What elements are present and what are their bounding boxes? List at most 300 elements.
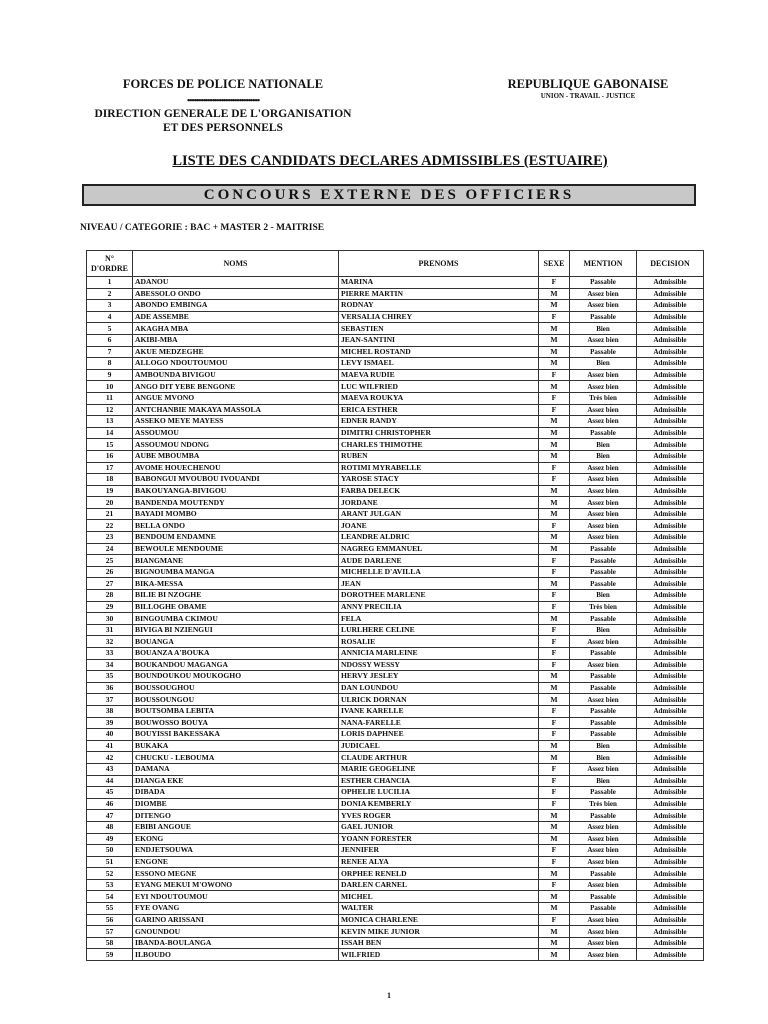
table-row <box>87 694 704 706</box>
decision-cell: Admissible <box>637 416 704 428</box>
mention-cell: Très bien <box>570 601 637 613</box>
table-row <box>87 705 704 717</box>
table-row <box>87 914 704 926</box>
first-names-cell: MICHEL ROSTAND <box>339 346 539 358</box>
mention-cell: Assez bien <box>570 532 637 544</box>
sex-cell: M <box>539 671 570 683</box>
decision-cell: Admissible <box>637 277 704 289</box>
first-names-cell: ROSALIE <box>339 636 539 648</box>
mention-cell: Assez bien <box>570 300 637 312</box>
last-name-cell: FYE OVANG <box>133 903 339 915</box>
table-row <box>87 682 704 694</box>
last-name-cell: BOUKANDOU MAGANGA <box>133 659 339 671</box>
last-name-cell: ILBOUDO <box>133 949 339 961</box>
table-row <box>87 323 704 335</box>
sex-cell: F <box>539 566 570 578</box>
decision-cell: Admissible <box>637 717 704 729</box>
decision-cell: Admissible <box>637 578 704 590</box>
table-row <box>87 856 704 868</box>
decision-cell: Admissible <box>637 740 704 752</box>
row-number-cell: 6 <box>87 334 133 346</box>
decision-cell: Admissible <box>637 543 704 555</box>
sex-cell: F <box>539 311 570 323</box>
table-row <box>87 845 704 857</box>
table-header-row <box>87 251 704 277</box>
document-title: LISTE DES CANDIDATS DECLARES ADMISSIBLES (ESTUAIRE) <box>172 153 608 169</box>
mention-cell: Bien <box>570 740 637 752</box>
mention-cell: Passable <box>570 346 637 358</box>
table-row <box>87 624 704 636</box>
sex-cell: F <box>539 729 570 741</box>
table-row <box>87 937 704 949</box>
decision-cell: Admissible <box>637 879 704 891</box>
sex-cell: F <box>539 555 570 567</box>
table-row <box>87 879 704 891</box>
last-name-cell: AVOME HOUECHENOU <box>133 462 339 474</box>
decision-cell: Admissible <box>637 775 704 787</box>
mention-cell: Assez bien <box>570 949 637 961</box>
decision-cell: Admissible <box>637 532 704 544</box>
last-name-cell: EKONG <box>133 833 339 845</box>
row-number-cell: 44 <box>87 775 133 787</box>
first-names-cell: VERSALIA CHIREY <box>339 311 539 323</box>
row-number-cell: 15 <box>87 439 133 451</box>
decision-cell: Admissible <box>637 590 704 602</box>
decision-cell: Admissible <box>637 810 704 822</box>
row-number-cell: 42 <box>87 752 133 764</box>
row-number-cell: 4 <box>87 311 133 323</box>
row-number-cell: 56 <box>87 914 133 926</box>
row-number-cell: 54 <box>87 891 133 903</box>
mention-cell: Passable <box>570 787 637 799</box>
row-number-cell: 24 <box>87 543 133 555</box>
table-row <box>87 439 704 451</box>
mention-cell: Très bien <box>570 798 637 810</box>
table-row <box>87 416 704 428</box>
table-row <box>87 450 704 462</box>
mention-cell: Assez bien <box>570 937 637 949</box>
table-row <box>87 462 704 474</box>
decision-cell: Admissible <box>637 474 704 486</box>
table-row <box>87 392 704 404</box>
mention-cell: Assez bien <box>570 416 637 428</box>
first-names-cell: GAEL JUNIOR <box>339 821 539 833</box>
contest-banner: CONCOURS EXTERNE DES OFFICIERS <box>82 184 696 206</box>
sex-cell: F <box>539 775 570 787</box>
first-names-cell: WALTER <box>339 903 539 915</box>
sex-cell: M <box>539 439 570 451</box>
table-row <box>87 590 704 602</box>
table-body <box>87 277 704 961</box>
table-row <box>87 671 704 683</box>
decision-cell: Admissible <box>637 555 704 567</box>
table-row <box>87 520 704 532</box>
sex-cell: M <box>539 323 570 335</box>
first-names-cell: JUDICAEL <box>339 740 539 752</box>
sex-cell: F <box>539 763 570 775</box>
mention-cell: Assez bien <box>570 485 637 497</box>
first-names-cell: ORPHEE RENELD <box>339 868 539 880</box>
decision-cell: Admissible <box>637 891 704 903</box>
first-names-cell: MICHELLE D'AVILLA <box>339 566 539 578</box>
first-names-cell: MAEVA RUDIE <box>339 369 539 381</box>
table-row <box>87 427 704 439</box>
mention-cell: Passable <box>570 682 637 694</box>
last-name-cell: AKIBI-MBA <box>133 334 339 346</box>
row-number-cell: 51 <box>87 856 133 868</box>
last-name-cell: ADE ASSEMBE <box>133 311 339 323</box>
decision-cell: Admissible <box>637 787 704 799</box>
last-name-cell: ENDJETSOUWA <box>133 845 339 857</box>
mention-cell: Passable <box>570 868 637 880</box>
last-name-cell: BILLOGHE OBAME <box>133 601 339 613</box>
last-name-cell: BABONGUI MVOUBOU IVOUANDI <box>133 474 339 486</box>
issuer-direction-cont: ET DES PERSONNELS <box>163 122 283 134</box>
issuer-direction: DIRECTION GENERALE DE L'ORGANISATION <box>94 108 352 120</box>
decision-cell: Admissible <box>637 369 704 381</box>
sex-cell: F <box>539 879 570 891</box>
first-names-cell: RENEE ALYA <box>339 856 539 868</box>
last-name-cell: BOUSSOUNGOU <box>133 694 339 706</box>
last-name-cell: ABESSOLO ONDO <box>133 288 339 300</box>
row-number-cell: 26 <box>87 566 133 578</box>
decision-cell: Admissible <box>637 485 704 497</box>
mention-cell: Assez bien <box>570 694 637 706</box>
first-names-cell: JEAN <box>339 578 539 590</box>
sex-cell: M <box>539 937 570 949</box>
sex-cell: M <box>539 543 570 555</box>
mention-cell: Passable <box>570 891 637 903</box>
sex-cell: M <box>539 532 570 544</box>
mention-cell: Assez bien <box>570 369 637 381</box>
row-number-cell: 46 <box>87 798 133 810</box>
table-row <box>87 358 704 370</box>
sex-cell: F <box>539 717 570 729</box>
sex-cell: M <box>539 821 570 833</box>
issuer-name: FORCES DE POLICE NATIONALE <box>122 77 324 91</box>
decision-cell: Admissible <box>637 636 704 648</box>
row-number-cell: 18 <box>87 474 133 486</box>
row-number-cell: 57 <box>87 926 133 938</box>
mention-cell: Passable <box>570 903 637 915</box>
first-names-cell: CLAUDE ARTHUR <box>339 752 539 764</box>
table-row <box>87 926 704 938</box>
decision-cell: Admissible <box>637 705 704 717</box>
decision-cell: Admissible <box>637 682 704 694</box>
sex-cell: M <box>539 833 570 845</box>
first-names-cell: LEVY ISMAEL <box>339 358 539 370</box>
table-row <box>87 648 704 660</box>
last-name-cell: BOUYISSI BAKESSAKA <box>133 729 339 741</box>
sex-cell: M <box>539 810 570 822</box>
table-row <box>87 868 704 880</box>
sex-cell: F <box>539 914 570 926</box>
row-number-cell: 34 <box>87 659 133 671</box>
row-number-cell: 43 <box>87 763 133 775</box>
last-name-cell: BINGOUMBA CKIMOU <box>133 613 339 625</box>
row-number-cell: 31 <box>87 624 133 636</box>
decision-cell: Admissible <box>637 671 704 683</box>
first-names-cell: DIMITRI CHRISTOPHER <box>339 427 539 439</box>
first-names-cell: NDOSSY WESSY <box>339 659 539 671</box>
mention-cell: Passable <box>570 705 637 717</box>
row-number-cell: 23 <box>87 532 133 544</box>
mention-cell: Passable <box>570 277 637 289</box>
decision-cell: Admissible <box>637 752 704 764</box>
table-row <box>87 821 704 833</box>
decision-cell: Admissible <box>637 566 704 578</box>
first-names-cell: FELA <box>339 613 539 625</box>
decision-cell: Admissible <box>637 868 704 880</box>
sex-cell: F <box>539 277 570 289</box>
header-mention: MENTION <box>570 251 637 277</box>
row-number-cell: 50 <box>87 845 133 857</box>
decision-cell: Admissible <box>637 821 704 833</box>
row-number-cell: 21 <box>87 508 133 520</box>
sex-cell: M <box>539 485 570 497</box>
last-name-cell: GNOUNDOU <box>133 926 339 938</box>
mention-cell: Assez bien <box>570 914 637 926</box>
decision-cell: Admissible <box>637 392 704 404</box>
table-row <box>87 787 704 799</box>
last-name-cell: AKAGHA MBA <box>133 323 339 335</box>
mention-cell: Assez bien <box>570 404 637 416</box>
table-row <box>87 532 704 544</box>
decision-cell: Admissible <box>637 311 704 323</box>
row-number-cell: 16 <box>87 450 133 462</box>
table-row <box>87 300 704 312</box>
mention-cell: Passable <box>570 613 637 625</box>
decision-cell: Admissible <box>637 798 704 810</box>
row-number-cell: 20 <box>87 497 133 509</box>
first-names-cell: NANA-FARELLE <box>339 717 539 729</box>
issuer-block <box>88 77 358 135</box>
sex-cell: F <box>539 590 570 602</box>
mention-cell: Passable <box>570 729 637 741</box>
sex-cell: M <box>539 358 570 370</box>
mention-cell: Assez bien <box>570 821 637 833</box>
row-number-cell: 8 <box>87 358 133 370</box>
sex-cell: F <box>539 392 570 404</box>
decision-cell: Admissible <box>637 323 704 335</box>
last-name-cell: BENDOUM ENDAMNE <box>133 532 339 544</box>
first-names-cell: RODNAY <box>339 300 539 312</box>
decision-cell: Admissible <box>637 903 704 915</box>
sex-cell: M <box>539 949 570 961</box>
table-row <box>87 311 704 323</box>
decision-cell: Admissible <box>637 694 704 706</box>
decision-cell: Admissible <box>637 497 704 509</box>
first-names-cell: DONIA KEMBERLY <box>339 798 539 810</box>
sex-cell: M <box>539 891 570 903</box>
mention-cell: Assez bien <box>570 845 637 857</box>
first-names-cell: JEAN-SANTINI <box>339 334 539 346</box>
last-name-cell: BIVIGA BI NZIENGUI <box>133 624 339 636</box>
mention-cell: Passable <box>570 543 637 555</box>
mention-cell: Passable <box>570 311 637 323</box>
last-name-cell: BEWOULE MENDOUME <box>133 543 339 555</box>
sex-cell: F <box>539 845 570 857</box>
first-names-cell: MICHEL <box>339 891 539 903</box>
first-names-cell: ULRICK DORNAN <box>339 694 539 706</box>
decision-cell: Admissible <box>637 845 704 857</box>
last-name-cell: DIANGA EKE <box>133 775 339 787</box>
table-row <box>87 288 704 300</box>
mention-cell: Passable <box>570 555 637 567</box>
table-row <box>87 555 704 567</box>
mention-cell: Assez bien <box>570 520 637 532</box>
sex-cell: M <box>539 682 570 694</box>
last-name-cell: ALLOGO NDOUTOUMOU <box>133 358 339 370</box>
last-name-cell: IBANDA-BOULANGA <box>133 937 339 949</box>
first-names-cell: IVANE KARELLE <box>339 705 539 717</box>
country-motto: UNION - TRAVAIL - JUSTICE <box>540 92 636 100</box>
sex-cell: F <box>539 624 570 636</box>
decision-cell: Admissible <box>637 358 704 370</box>
last-name-cell: ESSONO MEGNE <box>133 868 339 880</box>
first-names-cell: HERVY JESLEY <box>339 671 539 683</box>
sex-cell: M <box>539 868 570 880</box>
row-number-cell: 19 <box>87 485 133 497</box>
last-name-cell: BIGNOUMBA MANGA <box>133 566 339 578</box>
first-names-cell: AUDE DARLENE <box>339 555 539 567</box>
last-name-cell: BUKAKA <box>133 740 339 752</box>
table-row <box>87 381 704 393</box>
table-row <box>87 717 704 729</box>
sex-cell: F <box>539 787 570 799</box>
sex-cell: M <box>539 334 570 346</box>
sex-cell: M <box>539 903 570 915</box>
sex-cell: F <box>539 369 570 381</box>
mention-cell: Assez bien <box>570 879 637 891</box>
table-row <box>87 613 704 625</box>
row-number-cell: 33 <box>87 648 133 660</box>
row-number-cell: 38 <box>87 705 133 717</box>
last-name-cell: DAMANA <box>133 763 339 775</box>
mention-cell: Assez bien <box>570 474 637 486</box>
row-number-cell: 32 <box>87 636 133 648</box>
first-names-cell: EDNER RANDY <box>339 416 539 428</box>
mention-cell: Passable <box>570 427 637 439</box>
sex-cell: F <box>539 798 570 810</box>
decision-cell: Admissible <box>637 613 704 625</box>
last-name-cell: BAYADI MOMBO <box>133 508 339 520</box>
mention-cell: Bien <box>570 624 637 636</box>
mention-cell: Bien <box>570 590 637 602</box>
mention-cell: Passable <box>570 717 637 729</box>
sex-cell: F <box>539 705 570 717</box>
sex-cell: F <box>539 462 570 474</box>
first-names-cell: JORDANE <box>339 497 539 509</box>
row-number-cell: 29 <box>87 601 133 613</box>
sex-cell: M <box>539 926 570 938</box>
mention-cell: Assez bien <box>570 381 637 393</box>
table-row <box>87 891 704 903</box>
mention-cell: Bien <box>570 450 637 462</box>
first-names-cell: ARANT JULGAN <box>339 508 539 520</box>
decision-cell: Admissible <box>637 601 704 613</box>
row-number-cell: 30 <box>87 613 133 625</box>
row-number-cell: 49 <box>87 833 133 845</box>
sex-cell: M <box>539 381 570 393</box>
table-row <box>87 578 704 590</box>
first-names-cell: PIERRE MARTIN <box>339 288 539 300</box>
decision-cell: Admissible <box>637 833 704 845</box>
first-names-cell: RUBEN <box>339 450 539 462</box>
last-name-cell: EBIBI ANGOUE <box>133 821 339 833</box>
last-name-cell: AKUE MEDZEGHE <box>133 346 339 358</box>
last-name-cell: BOUWOSSO BOUYA <box>133 717 339 729</box>
header-prenoms: PRENOMS <box>339 251 539 277</box>
decision-cell: Admissible <box>637 520 704 532</box>
table-row <box>87 277 704 289</box>
last-name-cell: BOUTSOMBA LEBITA <box>133 705 339 717</box>
last-name-cell: ASSOUMOU <box>133 427 339 439</box>
mention-cell: Assez bien <box>570 926 637 938</box>
decision-cell: Admissible <box>637 334 704 346</box>
row-number-cell: 12 <box>87 404 133 416</box>
last-name-cell: BAKOUYANGA-BIVIGOU <box>133 485 339 497</box>
sex-cell: M <box>539 416 570 428</box>
first-names-cell: ERICA ESTHER <box>339 404 539 416</box>
table-row <box>87 601 704 613</box>
last-name-cell: AMBOUNDA BIVIGOU <box>133 369 339 381</box>
table-row <box>87 763 704 775</box>
mention-cell: Assez bien <box>570 856 637 868</box>
row-number-cell: 28 <box>87 590 133 602</box>
mention-cell: Passable <box>570 810 637 822</box>
first-names-cell: ROTIMI MYRABELLE <box>339 462 539 474</box>
table-row <box>87 775 704 787</box>
sex-cell: F <box>539 636 570 648</box>
last-name-cell: BOUANZA A'BOUKA <box>133 648 339 660</box>
last-name-cell: ANTCHANBIE MAKAYA MASSOLA <box>133 404 339 416</box>
last-name-cell: GARINO ARISSANI <box>133 914 339 926</box>
row-number-cell: 11 <box>87 392 133 404</box>
mention-cell: Assez bien <box>570 763 637 775</box>
first-names-cell: KEVIN MIKE JUNIOR <box>339 926 539 938</box>
decision-cell: Admissible <box>637 926 704 938</box>
row-number-cell: 35 <box>87 671 133 683</box>
issuer-separator: •••••••••••••••••••••••••••••••••••••••• <box>186 96 260 105</box>
first-names-cell: MARIE GEOGELINE <box>339 763 539 775</box>
last-name-cell: CHUCKU - LEBOUMA <box>133 752 339 764</box>
first-names-cell: YOANN FORESTER <box>339 833 539 845</box>
row-number-cell: 14 <box>87 427 133 439</box>
first-names-cell: YAROSE STACY <box>339 474 539 486</box>
row-number-cell: 41 <box>87 740 133 752</box>
table-row <box>87 497 704 509</box>
decision-cell: Admissible <box>637 381 704 393</box>
mention-cell: Bien <box>570 775 637 787</box>
decision-cell: Admissible <box>637 427 704 439</box>
first-names-cell: ANNY PRECILIA <box>339 601 539 613</box>
sex-cell: F <box>539 601 570 613</box>
table-row <box>87 740 704 752</box>
row-number-cell: 45 <box>87 787 133 799</box>
last-name-cell: ANGO DIT YEBE BENGONE <box>133 381 339 393</box>
mention-cell: Assez bien <box>570 508 637 520</box>
decision-cell: Admissible <box>637 288 704 300</box>
table-row <box>87 346 704 358</box>
last-name-cell: BOUANGA <box>133 636 339 648</box>
page-number: 1 <box>387 991 391 1000</box>
row-number-cell: 3 <box>87 300 133 312</box>
last-name-cell: ABONDO EMBINGA <box>133 300 339 312</box>
first-names-cell: MONICA CHARLENE <box>339 914 539 926</box>
row-number-cell: 59 <box>87 949 133 961</box>
country-name: REPUBLIQUE GABONAISE <box>507 77 669 91</box>
